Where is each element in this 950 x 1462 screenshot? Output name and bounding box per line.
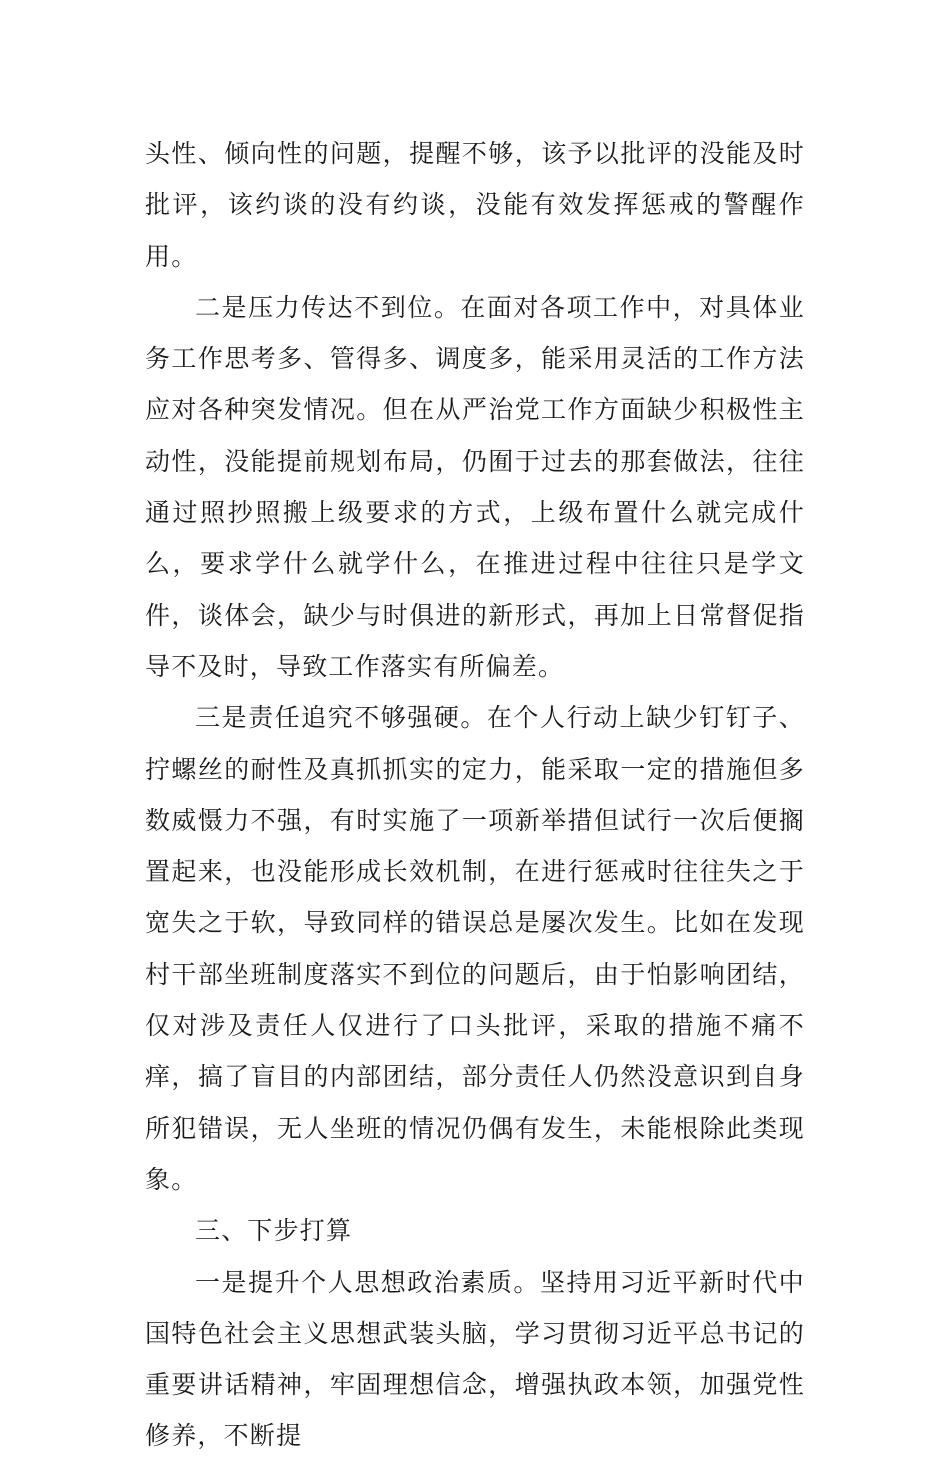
paragraph-pressure-transmission: 二是压力传达不到位。在面对各项工作中，对具体业务工作思考多、管得多、调度多，能采用灵活的工作方法应对各种突发情况。但在从严治党工作方面缺少积极性主动性，没能提前规划布局，仍囿于过去的那套做法，往往通过照抄照搬上级要求的方式，上级布置什么就完成什么，要求学什么就学什么，在推进过程中往往只是学文件，谈体会，缺少与时俱进的新形式，再加上日常督促指导不及时，导致工作落实有所偏差。 — [145, 292, 805, 681]
section-heading-next-steps: 三、下步打算 — [195, 1216, 353, 1246]
paragraph-continuation: 头性、倾向性的问题，提醒不够，该予以批评的没能及时批评，该约谈的没有约谈，没能有效发挥惩戒的警醒作用。 — [145, 139, 805, 271]
document-body — [145, 128, 805, 1462]
paragraph-political-quality: 一是提升个人思想政治素质。坚持用习近平新时代中国特色社会主义思想武装头脑，学习贯彻习近平总书记的重要讲话精神，牢固理想信念，增强执政本领，加强党性修养，不断提 — [145, 1267, 805, 1451]
paragraph-accountability: 三是责任追究不够强硬。在个人行动上缺少钉钉子、拧螺丝的耐性及真抓抓实的定力，能采取一定的措施但多数威慑力不强，有时实施了一项新举措但试行一次后便搁置起来，也没能形成长效机制，在进行惩戒时往往失之于宽失之于软，导致同样的错误总是屡次发生。比如在发现村干部坐班制度落实不到位的问题后，由于怕影响团结，仅对涉及责任人仅进行了口头批评，采取的措施不痛不痒，搞了盲目的内部团结，部分责任人仍然没意识到自身所犯错误，无人坐班的情况仍偶有发生，未能根除此类现象。 — [145, 703, 805, 1194]
